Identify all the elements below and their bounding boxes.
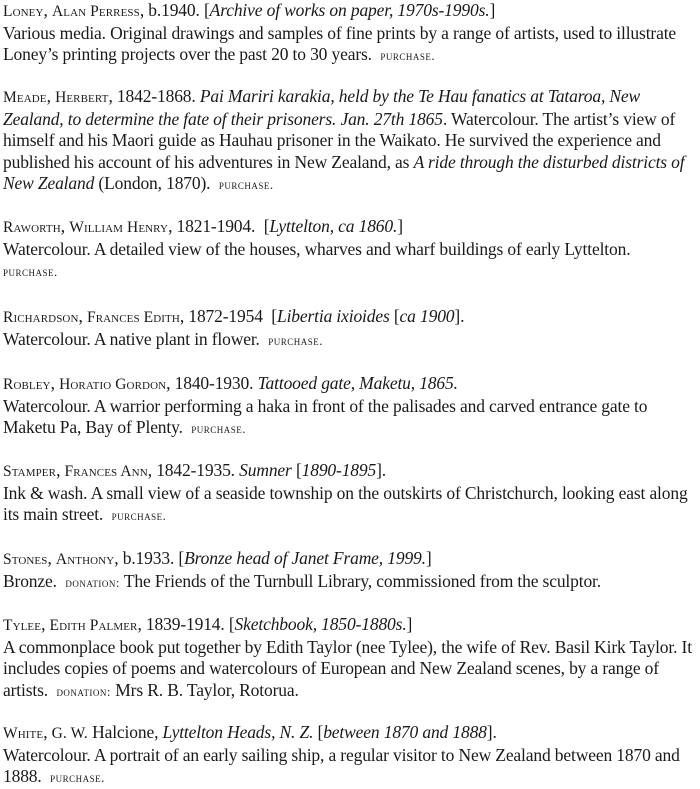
- artist-surname: White: [3, 725, 44, 742]
- acquisition-method: donation:: [56, 683, 112, 699]
- work-description: Watercolour. A detailed view of the houses, wharves and wharf buildings of early Lyttelton.: [3, 238, 631, 259]
- work-date: ca 1900: [399, 306, 455, 326]
- work-description: A commonplace book put together by Edith Taylor (nee Tylee), the wife of Rev. Basil Kirk Taylor. It includes copies of poems and watercolours of European and New Zealand scenes, by a range of artists.: [3, 636, 692, 700]
- artist-dates: Halcione,: [87, 722, 163, 742]
- artist-given-names: Alan Perress: [51, 3, 140, 20]
- catalogue-entry-robley: Robley, Horatio Gordon, 1840-1930. Tattooed gate, Maketu, 1865. Watercolour. A warrior performing a haka in front of the palisades and carved entrance gate to Maketu Pa, Bay of Plenty. purchase.: [3, 373, 648, 437]
- artist-dates: , 1842-1868.: [108, 86, 200, 106]
- work-title: Libertia ixioides: [276, 306, 390, 326]
- artist-surname: Robley: [3, 376, 51, 393]
- catalogue-entry-tylee: Tylee, Edith Palmer, 1839-1914. [Sketchbook, 1850-1880s.] A commonplace book put together by Edith Taylor (nee Tylee), the wife of Rev. Basil Kirk Taylor. It includes copies of poems and watercolours of European and New Zealand scenes, by a range of artists. donation: Mrs R. B. Taylor, Rotorua.: [3, 614, 692, 700]
- artist-given-names: Anthony: [55, 551, 115, 568]
- work-title: Archive of works on paper, 1970s-1990s.: [209, 0, 490, 20]
- work-title: Sketchbook, 1850-1880s.: [234, 614, 407, 634]
- publication-title: A ride through the disturbed districts of New Zealand: [3, 151, 685, 193]
- artist-dates: , 1839-1914.: [137, 614, 229, 634]
- work-description: Various media. Original drawings and samples of fine prints by a range of artists, used to illustrate Loney’s printing projects over the past 20 to 30 years.: [3, 22, 677, 64]
- acquisition-method: purchase.: [191, 421, 247, 436]
- catalogue-entry-loney: Loney, Alan Perress, b.1940. [Archive of works on paper, 1970s-1990s.] Various media. Original drawings and samples of fine prints by a range of artists, used to illustrate Loney’s printing projects over the past 20 to 30 years. purchase.: [3, 0, 677, 64]
- work-description-tail: (London, 1870).: [94, 173, 211, 193]
- catalogue-entry-raworth: Raworth, William Henry, 1821-1904. [Lyttelton, ca 1860.] Watercolour. A detailed view of the houses, wharves and wharf buildings of early Lyttelton. purchase.: [3, 216, 631, 279]
- acquisition-method: purchase.: [50, 770, 105, 785]
- acquisition-method: purchase.: [268, 332, 324, 348]
- acquisition-method: purchase.: [380, 48, 436, 63]
- catalogue-entry-meade: Meade, Herbert, 1842-1868. Pai Mariri karakia, held by the Te Hau fanatics at Tataroa, New Zealand, to determine the fate of their prisoners. Jan. 27th 1865. Watercolour. The artist’s view of himself and his Maori guide as Hauhau prisoner in the Waikato. He survived the experience and published his account of his adventures in New Zealand, as A ride through the disturbed districts of New Zealand (London, 1870). purchase.: [3, 86, 685, 193]
- acquisition-method: donation:: [65, 574, 120, 590]
- artist-surname: Stones: [3, 551, 48, 568]
- work-title: Sumner: [239, 460, 292, 480]
- work-description: Bronze.: [3, 570, 57, 591]
- work-title: Pai Mariri karakia, held by the Te Hau fanatics at Tataroa, New Zealand, to determine the fate of their prisoners. Jan. 27th 1865: [3, 86, 641, 129]
- artist-given-names: Herbert: [55, 89, 109, 106]
- acquisition-method: purchase.: [218, 177, 274, 192]
- work-title: Tattooed gate, Maketu, 1865.: [257, 373, 458, 393]
- catalogue-entry-richardson: Richardson, Frances Edith, 1872-1954 [Libertia ixioides [ca 1900]. Watercolour. A native plant in flower. purchase.: [3, 306, 465, 349]
- artist-dates: , 1842-1935.: [147, 460, 240, 480]
- artist-given-names: Frances Ann: [64, 463, 148, 480]
- work-description: . Watercolour. The artist’s view of himself and his Maori guide as Hauhau prisoner in the Waikato. He survived the experience and published his account of his adventures in New Zealand, as: [3, 108, 676, 172]
- work-title: Lyttelton, ca 1860.: [269, 216, 398, 236]
- artist-surname: Richardson: [3, 309, 79, 326]
- work-title: Lyttelton Heads, N. Z.: [162, 722, 314, 742]
- work-description: Ink & wash. A small view of a seaside township on the outskirts of Christchurch, looking east along its main street.: [3, 482, 688, 524]
- catalogue-entry-stones: Stones, Anthony, b.1933. [Bronze head of Janet Frame, 1999.] Bronze. donation: The Friends of the Turnbull Library, commissioned from the sculptor.: [3, 548, 601, 591]
- artist-surname: Meade: [3, 89, 47, 106]
- artist-dates: , 1821-1904.: [168, 216, 260, 236]
- donor: Mrs R. B. Taylor, Rotorua.: [111, 679, 299, 700]
- donor: The Friends of the Turnbull Library, commissioned from the sculptor.: [119, 570, 601, 591]
- artist-surname: Stamper: [3, 463, 57, 480]
- artist-surname: Raworth: [3, 219, 61, 236]
- acquisition-method: purchase.: [3, 264, 58, 279]
- artist-surname: Loney: [3, 3, 44, 20]
- artist-given-names: G. W.: [51, 725, 88, 742]
- artist-given-names: William Henry: [69, 219, 169, 236]
- catalogue-entry-white: White, G. W. Halcione, Lyttelton Heads, N. Z. [between 1870 and 1888]. Watercolour. A portrait of an early sailing ship, a regular visitor to New Zealand between 1870 and 1888. purchase.: [3, 722, 680, 786]
- artist-dates: , 1872-1954: [179, 306, 268, 326]
- artist-dates: , b.1933.: [114, 548, 179, 568]
- work-description: Watercolour. A portrait of an early sailing ship, a regular visitor to New Zealand between 1870 and 1888.: [3, 744, 680, 786]
- work-date: between 1870 and 1888: [323, 722, 487, 742]
- artist-given-names: Frances Edith: [86, 309, 180, 326]
- artist-given-names: Edith Palmer: [49, 617, 138, 634]
- work-date: 1890-1895: [301, 460, 377, 480]
- artist-dates: , 1840-1930.: [166, 373, 258, 393]
- acquisition-method: purchase.: [111, 508, 167, 523]
- artist-surname: Tylee: [3, 617, 42, 634]
- work-description: Watercolour. A native plant in flower.: [3, 328, 260, 349]
- artist-given-names: Horatio Gordon: [59, 376, 167, 393]
- work-description: Watercolour. A warrior performing a haka in front of the palisades and carved entrance gate to Maketu Pa, Bay of Plenty.: [3, 395, 648, 437]
- artist-dates: , b.1940.: [139, 0, 204, 20]
- catalogue-entry-stamper: Stamper, Frances Ann, 1842-1935. Sumner [1890-1895]. Ink & wash. A small view of a seaside township on the outskirts of Christchurch, looking east along its main street. purchase.: [3, 460, 688, 524]
- work-title: Bronze head of Janet Frame, 1999.: [184, 548, 426, 568]
